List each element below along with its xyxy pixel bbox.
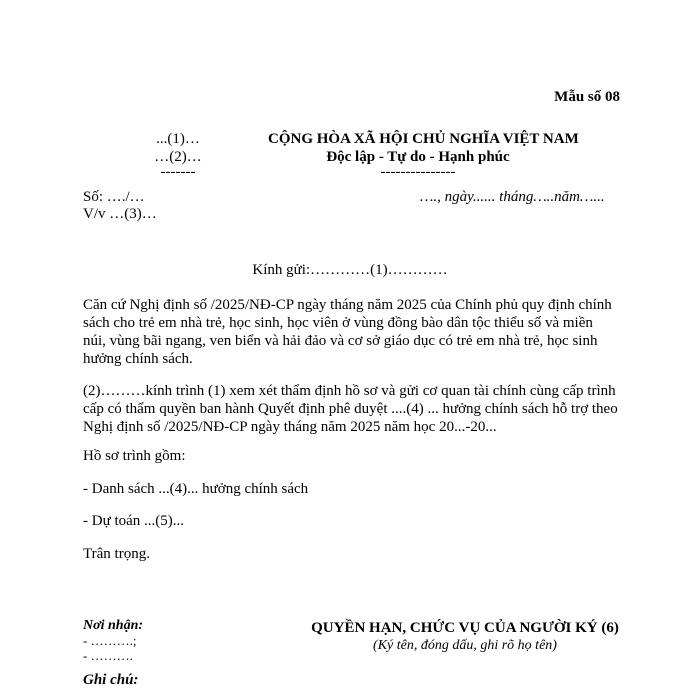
recipient-line: Kính gửi:…………(1)………… (252, 262, 448, 278)
form-number: Mẫu số 08 (554, 89, 620, 105)
closing: Trân trọng. (83, 546, 150, 562)
date-line: …., ngày...... tháng…..năm…... (420, 189, 605, 205)
dossier-item: - Danh sách ...(4)... hưởng chính sách (83, 481, 309, 497)
dossier-item: - Dự toán ...(5)... (83, 513, 185, 529)
note-label: Ghi chú: (83, 672, 139, 688)
paragraph-legal-basis: Căn cứ Nghị định số /2025/NĐ-CP ngày tháng năm 2025 của Chính phủ quy định chính sách cho trẻ em nhà trẻ, học sinh, học viên ở vùng đồng bào dân tộc thiểu số và miền núi, vùng bãi ngang, ven biển và hải đảo và cơ sở giáo dục có trẻ em nhà trẻ, học sinh hưởng chính sách. (83, 297, 612, 367)
doc-number-block (83, 189, 157, 223)
agency-rule: ------- (160, 164, 196, 180)
recipients-item: - ………. (83, 648, 133, 663)
national-motto: Độc lập - Tự do - Hạnh phúc (326, 149, 510, 165)
signature-block (300, 619, 630, 655)
recipients-block (83, 618, 143, 663)
country-name: CỘNG HÒA XÃ HỘI CHỦ NGHĨA VIỆT NAM (268, 131, 579, 147)
national-header (268, 130, 579, 180)
agency-line-1: ...(1)… (156, 131, 200, 147)
agency-line-2: …(2)… (154, 149, 202, 165)
subject-ref: V/v …(3)… (83, 206, 157, 222)
recipients-item: - ……….; (83, 633, 137, 648)
signer-title: QUYỀN HẠN, CHỨC VỤ CỦA NGƯỜI KÝ (6) (311, 620, 619, 636)
issuing-agency-header (118, 130, 238, 178)
recipients-label: Nơi nhận: (83, 618, 144, 633)
signature-note: (Ký tên, đóng dấu, ghi rõ họ tên) (373, 638, 557, 653)
motto-rule: --------------- (380, 164, 456, 180)
doc-number: Số: …./… (83, 189, 145, 205)
paragraph-request: (2)………kính trình (1) xem xét thẩm định hồ sơ và gửi cơ quan tài chính cùng cấp trình cấp có thẩm quyền ban hành Quyết định phê duyệt ....(4) ... hưởng chính sách hỗ trợ theo Nghị định số /2025/NĐ-CP ngày tháng năm 2025 năm học 20...-20... (83, 383, 618, 435)
dossier-heading: Hồ sơ trình gồm: (83, 448, 186, 464)
